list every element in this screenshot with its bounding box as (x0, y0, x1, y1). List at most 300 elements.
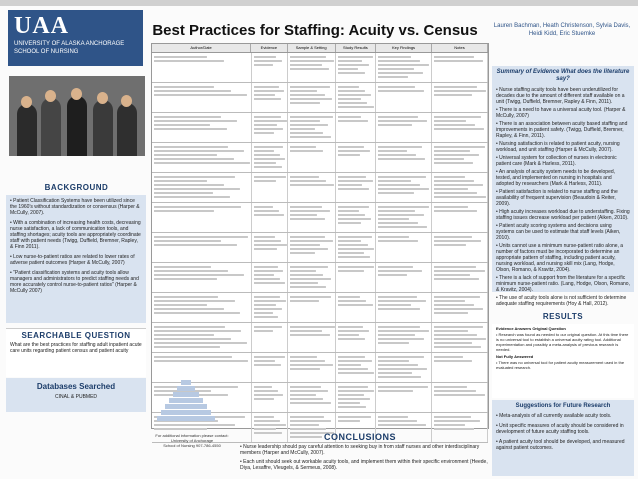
text-line (290, 386, 321, 388)
table-cell (152, 173, 252, 202)
table-cell (152, 203, 252, 232)
text-line (378, 72, 423, 74)
databases-list: CINAL & PUBMED (54, 394, 98, 400)
text-line (254, 394, 283, 396)
contact-line: For additional information please contact: (155, 433, 229, 438)
summary-bullet: • Nursing satisfaction is related to patient acuity, nursing workload, and unit staffing (Harper & McCully, 2007). (496, 141, 620, 153)
summary-title: Summary of Evidence What does the literature say? (496, 69, 630, 82)
future-research-title: Suggestions for Future Research (515, 403, 611, 409)
text-line (434, 196, 486, 198)
summary-bullet: • There is a lack of support from the literature for a specific minimum nurse-patient ratio. (Lang, Hodge, Olson, Romano, & Kravitz, 2004). (496, 275, 630, 293)
table-row (152, 173, 488, 203)
text-line (434, 86, 477, 88)
text-line (290, 206, 322, 208)
table-header-cell: Author/Date (152, 44, 251, 52)
text-line (154, 150, 244, 152)
text-line (154, 342, 247, 344)
table-cell (376, 263, 432, 292)
logo-sub-text: UNIVERSITY OF ALASKA ANCHORAGE SCHOOL OF NURSING (14, 41, 125, 55)
text-line (290, 214, 317, 216)
text-line (290, 146, 316, 148)
table-cell (252, 263, 288, 292)
text-line (434, 346, 481, 348)
table-cell (252, 173, 288, 202)
text-line (154, 338, 231, 340)
text-line (338, 360, 372, 362)
text-line (254, 180, 276, 182)
text-line (154, 210, 214, 212)
text-line (254, 240, 281, 242)
text-line (290, 420, 331, 422)
text-line (434, 244, 466, 246)
text-line (290, 402, 331, 404)
table-cell (252, 383, 288, 412)
text-line (154, 162, 250, 164)
table-cell (336, 383, 376, 412)
results-box (492, 324, 634, 398)
text-line (154, 176, 235, 178)
text-line (378, 56, 411, 58)
table-cell (288, 143, 336, 172)
text-line (290, 136, 331, 138)
text-line (338, 364, 361, 366)
text-line (338, 116, 361, 118)
text-line (338, 248, 374, 250)
text-line (434, 312, 468, 314)
text-line (378, 158, 425, 160)
text-line (290, 64, 322, 66)
pyramid-tier (173, 392, 199, 397)
text-line (378, 390, 413, 392)
table-cell (288, 383, 336, 412)
table-cell (432, 353, 488, 382)
table-cell (152, 83, 252, 112)
text-line (154, 334, 214, 336)
text-line (378, 124, 412, 126)
databases-box (6, 378, 146, 412)
text-line (434, 90, 486, 92)
table-cell (376, 113, 432, 142)
text-line (434, 308, 483, 310)
person-head (97, 92, 108, 104)
text-line (338, 406, 366, 408)
person-head (71, 88, 82, 100)
text-line (254, 416, 274, 418)
text-line (154, 196, 230, 198)
text-line (290, 300, 319, 302)
text-line (434, 236, 472, 238)
table-header-cell: Study Results (336, 44, 376, 52)
text-line (290, 252, 315, 254)
text-line (254, 282, 285, 284)
summary-bullet: • There is a need to have a universal acuity tool. (Harper & McCully, 2007) (496, 107, 626, 119)
table-cell (252, 143, 288, 172)
text-line (378, 120, 427, 122)
text-line (378, 188, 429, 190)
text-line (378, 326, 420, 328)
text-line (254, 94, 275, 96)
table-row (152, 323, 488, 353)
evidence-pyramid (156, 380, 216, 422)
text-line (290, 326, 335, 328)
text-line (290, 124, 328, 126)
text-line (254, 86, 279, 88)
text-line (154, 360, 248, 362)
text-line (378, 338, 424, 340)
text-line (290, 68, 329, 70)
table-cell (252, 323, 288, 352)
text-line (254, 116, 281, 118)
summary-bullet: • High acuity increases workload due to understaffing. Fixing staffing issues decrease workload per patient (Aiken, 2010). (496, 209, 630, 221)
text-line (254, 120, 287, 122)
text-line (254, 158, 285, 160)
summary-bullet: • Units cannot use a minimum nurse-patient ratio alone, a number of factors must be incorporated to determine an appropriate pattern of staffing, including patient acuity, nursing workload, and nursing skill mix (Lang, Hodge, Olson, Romano, & Kravitz, 2004). (496, 243, 624, 273)
summary-list (492, 87, 634, 307)
table-cell (288, 263, 336, 292)
background-bullet: • "Patient classification systems and acuity tools allow managers and administrators to predict staffing needs and more accurately control nurse-to-patient ratios" (Harper & McCully 2007) (10, 270, 139, 294)
table-row (152, 83, 488, 113)
text-line (290, 278, 331, 280)
text-line (434, 296, 480, 298)
text-line (434, 390, 476, 392)
text-line (254, 210, 279, 212)
text-line (434, 266, 476, 268)
text-line (154, 206, 241, 208)
text-line (154, 346, 220, 348)
text-line (434, 94, 472, 96)
table-cell (288, 203, 336, 232)
conclusion-bullet: • Nurse leadership should pay careful attention to seeking buy in from staff nurses and other interdisciplinary members (Harper and McCully, 2007). (240, 444, 480, 456)
table-cell (152, 293, 252, 322)
summary-bullet: • An analysis of acuity system needs to be developed, tested, and implemented on nursing in hospitals and adopted by researchers (Mark & Harless, 2011). (496, 169, 616, 187)
text-line (338, 222, 361, 224)
text-line (338, 60, 362, 62)
text-line (154, 326, 225, 328)
text-line (290, 296, 331, 298)
table-row (152, 53, 488, 83)
text-line (290, 428, 326, 430)
text-line (378, 236, 409, 238)
background-title: BACKGROUND (44, 183, 109, 192)
text-line (338, 94, 371, 96)
text-line (378, 154, 416, 156)
text-line (338, 176, 366, 178)
results-not-heading: Not Fully Answered (496, 354, 534, 359)
text-line (338, 188, 369, 190)
text-line (254, 90, 284, 92)
text-line (338, 252, 364, 254)
text-line (254, 330, 273, 332)
table-cell (432, 53, 488, 82)
poster-authors: Lauren Bachman, Heath Christenson, Sylvia Davis, Heidi Kidd, Eric Stuemke (493, 23, 631, 37)
person-figure (117, 103, 137, 156)
text-line (254, 274, 274, 276)
text-line (254, 146, 283, 148)
text-line (254, 428, 276, 430)
text-line (378, 226, 427, 228)
text-line (434, 206, 468, 208)
text-line (254, 124, 277, 126)
future-bullet: • Unit specific measures of acuity should be considered in development of future acuity staffing tools. (496, 423, 624, 435)
text-line (290, 90, 317, 92)
databases-title: Databases Searched (36, 382, 116, 391)
table-cell (252, 53, 288, 82)
text-line (290, 98, 332, 100)
text-line (338, 90, 365, 92)
text-line (254, 278, 280, 280)
text-line (154, 86, 214, 88)
text-line (338, 206, 369, 208)
table-cell (376, 323, 432, 352)
text-line (254, 132, 274, 134)
text-line (254, 326, 282, 328)
text-line (378, 330, 429, 332)
text-line (338, 240, 361, 242)
text-line (154, 424, 235, 426)
text-line (338, 330, 369, 332)
text-line (338, 218, 371, 220)
text-line (378, 150, 407, 152)
text-line (290, 330, 322, 332)
person-head (21, 96, 32, 108)
text-line (290, 180, 326, 182)
background-bullet: • Patient Classification Systems have been utilized since the 1960's without standardization or consensus (Harper & McCully, 2007). (10, 198, 140, 216)
table-cell (432, 113, 488, 142)
text-line (434, 180, 474, 182)
searchable-question-title: SEARCHABLE QUESTION (21, 331, 131, 340)
text-line (378, 116, 418, 118)
text-line (154, 60, 224, 62)
table-cell (152, 113, 252, 142)
summary-bullet: • Nurse staffing acuity tools have been underutilized for decades due to the amount of different staff available on a unit (Twigg, Duffield, Bremner, Rapley & Finn, 2011). (496, 87, 625, 105)
text-line (290, 94, 325, 96)
person-figure (41, 98, 61, 156)
text-line (338, 102, 367, 104)
text-line (434, 116, 481, 118)
summary-bullet: • Patient acuity scoring systems and decisions using systems can be used to estimate that staff levels (Aiken, 2010). (496, 223, 621, 241)
text-line (254, 304, 276, 306)
pyramid-tier (165, 404, 207, 409)
text-line (434, 154, 479, 156)
table-row (152, 263, 488, 293)
text-line (254, 64, 273, 66)
table-cell (152, 353, 252, 382)
text-line (154, 308, 224, 310)
text-line (290, 244, 320, 246)
text-line (290, 368, 320, 370)
text-line (254, 364, 281, 366)
pyramid-tier (177, 386, 195, 391)
contact-info (151, 433, 233, 448)
text-line (378, 68, 414, 70)
text-line (254, 316, 278, 318)
table-cell (252, 203, 288, 232)
summary-bullet: • The use of acuity tools alone is not sufficient to determine adequate staffing requirements (Hoy & Hall, 2012). (496, 295, 627, 307)
text-line (290, 394, 316, 396)
text-line (290, 274, 323, 276)
text-line (338, 372, 374, 374)
table-header-cell: Key Findings (376, 44, 432, 52)
text-line (290, 360, 325, 362)
table-header-cell: Evidence (251, 44, 287, 52)
table-cell (336, 143, 376, 172)
text-line (338, 180, 373, 182)
text-line (378, 218, 409, 220)
table-cell (288, 233, 336, 262)
text-line (434, 192, 477, 194)
contact-line: University of Anchorage (170, 438, 214, 443)
text-line (338, 300, 366, 302)
text-line (254, 386, 272, 388)
text-line (154, 180, 207, 182)
table-cell (432, 383, 488, 412)
text-line (434, 270, 485, 272)
text-line (434, 338, 486, 340)
text-line (338, 338, 365, 340)
table-row (152, 143, 488, 173)
text-line (434, 56, 474, 58)
text-line (154, 116, 221, 118)
text-line (378, 240, 418, 242)
summary-bullet: • There is an association between acuity based staffing and improvements in patient safety. (Twigg, Duffield, Bremner, Rapley, & Finn, 2011). (496, 121, 628, 139)
table-cell (288, 83, 336, 112)
text-line (154, 154, 217, 156)
text-line (378, 184, 420, 186)
text-line (338, 386, 368, 388)
pyramid-tier (161, 410, 211, 415)
text-line (254, 176, 286, 178)
conclusions-text (240, 444, 490, 471)
text-line (290, 86, 330, 88)
text-line (338, 98, 361, 100)
text-line (434, 326, 483, 328)
text-line (434, 274, 470, 276)
text-line (338, 236, 372, 238)
text-line (290, 334, 330, 336)
table-cell (336, 83, 376, 112)
text-line (254, 356, 285, 358)
text-line (434, 386, 467, 388)
text-line (434, 158, 464, 160)
text-line (290, 240, 333, 242)
text-line (378, 270, 422, 272)
text-line (378, 296, 417, 298)
text-line (434, 394, 485, 396)
text-line (154, 146, 228, 148)
text-line (378, 274, 407, 276)
text-line (154, 240, 221, 242)
text-line (338, 402, 360, 404)
text-line (378, 210, 415, 212)
background-bullet: • With a combination of increasing health costs, decreasing nurse satisfaction, a lack of communication tools, and staffing shortages; acuity tools are appropriately coordinate staff with patient needs (Twigg, Duffield, Bremner, Rapley, & Finn 2011). (10, 220, 141, 250)
text-line (434, 162, 473, 164)
text-line (378, 180, 411, 182)
text-line (378, 364, 418, 366)
future-bullet: • Meta-analysis of all currently available acuity tools. (496, 413, 612, 419)
poster-title: Best Practices for Staffing: Acuity vs. Census (152, 22, 478, 39)
text-line (254, 424, 286, 426)
text-line (378, 300, 426, 302)
background-bullet: • Low nurse-to-patient ratios are related to lower rates of adverse patient outcomes (Harper & McCully, 2007) (10, 254, 135, 266)
text-line (434, 428, 474, 430)
evidence-table (151, 43, 489, 429)
table-cell (376, 83, 432, 112)
text-line (434, 424, 465, 426)
background-box (6, 195, 146, 323)
group-photo (9, 76, 145, 156)
table-row (152, 293, 488, 323)
conclusion-bullet: • Each unit should seek out workable acuity tools, and implement them within their specific environment (Heede, Diya, Lesaffre, Vleugels, & Sermeus, 2008). (240, 459, 488, 471)
text-line (338, 150, 370, 152)
summary-bullet: • Universal system for collection of nurses in electronic patient care (Mark & Harless, 2011). (496, 155, 617, 167)
table-cell (252, 353, 288, 382)
text-line (378, 368, 427, 370)
text-line (154, 304, 207, 306)
text-line (338, 56, 373, 58)
text-line (290, 60, 334, 62)
table-cell (336, 203, 376, 232)
text-line (338, 296, 360, 298)
table-cell (376, 143, 432, 172)
text-line (378, 416, 408, 418)
person-head (45, 90, 56, 102)
text-line (378, 308, 420, 310)
results-evidence-line: • Research was found as needed to our original question. At this time there is no universal tool to establish a universal acuity rating tool. Additional experimentation and possibly a meta-analysis of previous research is needed. (496, 332, 629, 352)
text-line (290, 120, 320, 122)
text-line (154, 90, 231, 92)
text-line (378, 334, 415, 336)
text-line (434, 416, 471, 418)
text-line (254, 166, 282, 168)
text-line (254, 150, 274, 152)
person-head (121, 95, 132, 107)
text-line (338, 256, 370, 258)
future-bullet: • A patient acuity tool should be developed, and measured against patient outcomes. (496, 439, 625, 451)
text-line (154, 94, 247, 96)
table-cell (152, 53, 252, 82)
text-line (254, 60, 282, 62)
table-cell (336, 293, 376, 322)
text-line (434, 184, 483, 186)
text-line (154, 236, 248, 238)
text-line (434, 356, 463, 358)
text-line (154, 278, 217, 280)
text-line (254, 398, 274, 400)
table-cell (336, 113, 376, 142)
text-line (338, 266, 374, 268)
searchable-question-box (6, 328, 146, 377)
table-cell (376, 203, 432, 232)
text-line (378, 356, 424, 358)
text-line (338, 64, 369, 66)
text-line (434, 176, 465, 178)
text-line (290, 248, 328, 250)
table-cell (376, 293, 432, 322)
text-line (338, 326, 363, 328)
table-cell (376, 173, 432, 202)
table-cell (252, 83, 288, 112)
text-line (290, 236, 325, 238)
text-line (338, 304, 373, 306)
text-line (378, 266, 413, 268)
text-line (154, 428, 207, 430)
summary-bullet: • Patient satisfaction is related to nurse staffing and the availability of frequent supervision (Beaudoin & Reiter, 2009). (496, 189, 618, 207)
text-line (338, 210, 359, 212)
text-line (154, 120, 237, 122)
text-line (338, 86, 359, 88)
results-not-line: • There was no universal tool for patient acuity measurement used in the evaluated research. (496, 360, 625, 370)
text-line (378, 192, 414, 194)
